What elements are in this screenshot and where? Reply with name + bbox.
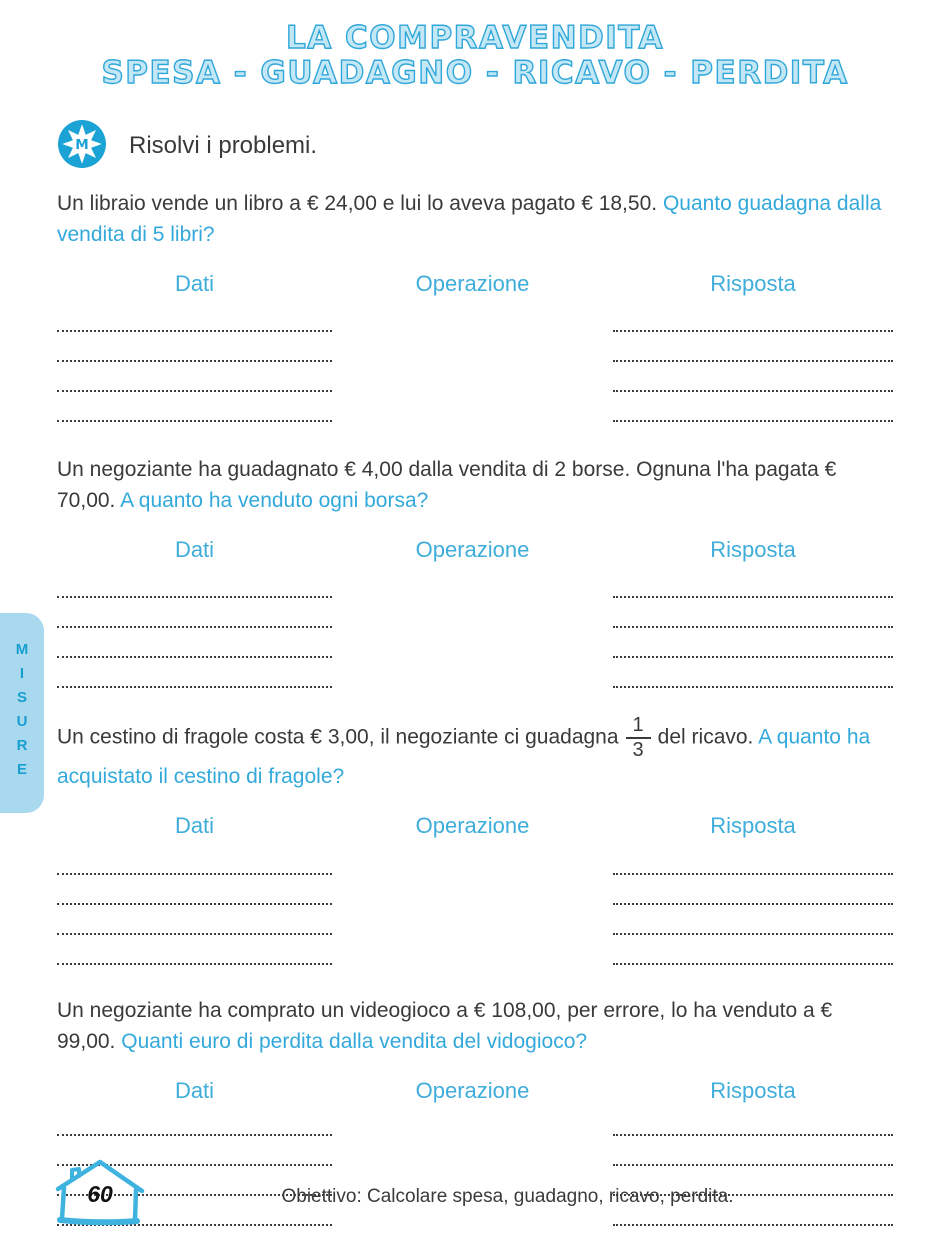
problem-4-statement: Un negoziante ha comprato un videogioco a € 108,00, per errore, lo ha venduto a € 99,00. [57,999,833,1053]
problem-1-statement: Un libraio vende un libro a € 24,00 e lui lo aveva pagato € 18,50. [57,192,658,215]
header-dati: Dati [174,537,215,562]
problem-3 [57,715,893,792]
answer-line [613,598,893,628]
sidebar-tab-label: MISURE [13,641,31,785]
icon-letter: M [75,136,89,153]
header-risposta: Risposta [710,271,796,296]
header-dati: Dati [174,271,215,296]
header-operazione: Operazione [415,537,530,562]
answer-line [613,1106,893,1136]
work-area-4 [57,1106,893,1226]
answer-line [613,332,893,362]
risposta-lines [613,302,893,422]
answer-line [57,875,332,905]
header-risposta: Risposta [710,537,796,562]
answer-line [613,302,893,332]
answer-line [57,628,332,658]
answer-line [613,628,893,658]
work-area-3 [57,845,893,965]
instruction-text: Risolvi i problemi. [129,132,318,159]
headers-row-4 [57,1078,893,1106]
problem-3-question: A quanto ha acquistato il cestino di fragole? [57,725,871,788]
answer-line [57,935,332,965]
answer-line [613,362,893,392]
fraction-one-third [626,715,651,761]
headers-row-2 [57,537,893,565]
answer-line [613,935,893,965]
answer-line [57,658,332,688]
answer-line [57,302,332,332]
work-area-2 [57,568,893,688]
fraction-denominator: 3 [632,739,644,761]
header-dati: Dati [174,813,215,838]
problem-1-question: Quanto guadagna dalla vendita di 5 libri? [57,192,882,246]
risposta-lines [613,845,893,965]
problem-2-question: A quanto ha venduto ogni borsa? [120,489,429,512]
header-operazione: Operazione [415,1078,530,1103]
problem-4 [57,995,893,1057]
footer-objective: Obiettivo: Calcolare spesa, guadagno, ricavo, perdita. [281,1186,734,1207]
header-dati: Dati [174,1078,215,1103]
answer-line [57,1106,332,1136]
operazione-space [332,568,613,688]
headers-row-1 [57,271,893,299]
answer-line [613,905,893,935]
operazione-space [332,302,613,422]
sidebar-tab-misure [0,613,44,813]
fraction-numerator: 1 [626,715,651,739]
answer-line [57,845,332,875]
problem-2-statement: Un negoziante ha guadagnato € 4,00 dalla vendita di 2 borse. Ognuna l'ha pagata € 70,00. [57,458,837,512]
header-operazione: Operazione [415,813,530,838]
problem-3-statement-start: Un cestino di fragole costa € 3,00, il negoziante ci guadagna [57,725,619,749]
answer-line [57,362,332,392]
dati-lines [57,845,332,965]
answer-line [613,392,893,422]
risposta-lines [613,568,893,688]
risposta-lines [613,1106,893,1226]
header-risposta: Risposta [710,813,796,838]
answer-line [613,568,893,598]
answer-line [57,568,332,598]
problem-3-statement-end: del ricavo. [657,725,754,749]
dati-lines [57,302,332,422]
answer-line [57,598,332,628]
header-risposta: Risposta [710,1078,796,1103]
answer-line [613,845,893,875]
page-number: 60 [87,1181,113,1207]
headers-row-3 [57,813,893,841]
problem-2 [57,454,893,516]
answer-line [57,905,332,935]
answer-line [613,658,893,688]
work-area-1 [57,302,893,422]
problem-1 [57,188,893,250]
answer-line [613,1136,893,1166]
problem-4-question: Quanti euro di perdita dalla vendita del vidogioco? [121,1030,588,1053]
operazione-space [332,1106,613,1226]
answer-line [57,392,332,422]
operazione-space [332,845,613,965]
header-operazione: Operazione [415,271,530,296]
instruction-row [57,121,893,171]
page-title-line1: LA COMPRAVENDITA [285,20,665,56]
page-title-line2: SPESA - GUADAGNO - RICAVO - PERDITA [101,55,849,91]
page-title [57,0,893,91]
dati-lines [57,568,332,688]
math-sun-icon [57,119,107,174]
answer-line [613,875,893,905]
answer-line [57,332,332,362]
